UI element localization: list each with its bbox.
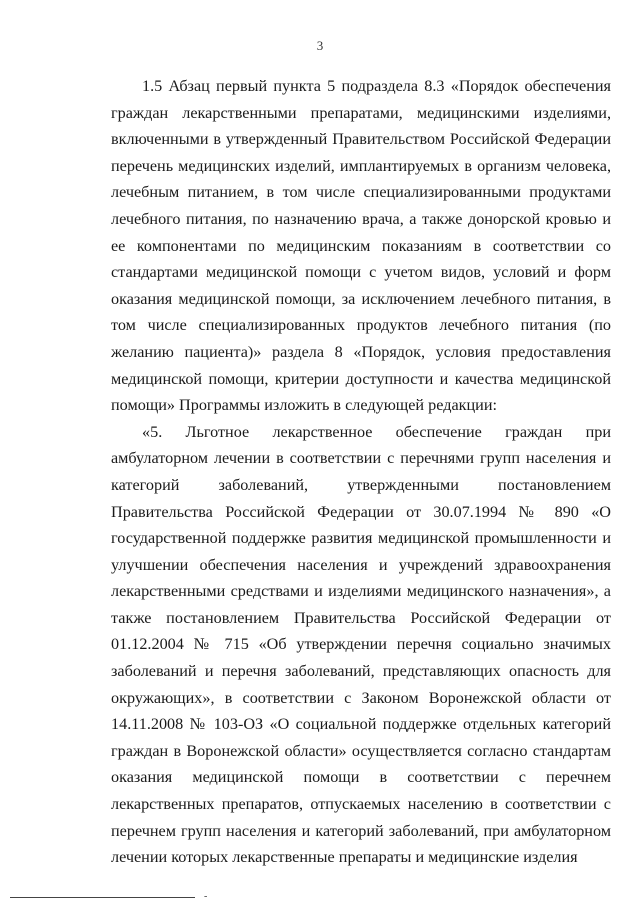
page-number: 3: [316, 38, 324, 53]
footer-mark: -: [204, 891, 208, 902]
paragraph-item-5-new-text: «5. Льготное лекарственное обеспечение граждан при амбулаторном лечении в соответствии с перечнями групп населения и категорий заболеваний, утвержденными постановлением Правительства Российской Федерации от 30.07.1994 № 890 «О государственной поддержке развития медицинской промышленности и улучшении обеспечения населения и учреждений здравоохранения лекарственными средствами и изделиями медицинского назначения», а также постановлением Правительства Российской Федерации от 01.12.2004 № 715 «Об утверждении перечня социально значимых заболеваний и перечня заболеваний, представляющих опасность для окружающих», в соответствии с Законом Воронежской области от 14.11.2008 № 103-ОЗ «О социальной поддержке отдельных категорий граждан в Воронежской области» осуществляется согласно стандартам оказания медицинской помощи в соответствии с перечнем лекарственных препаратов, отпускаемых населению в соответствии с перечнем групп населения и категорий заболеваний, при амбулаторном лечении которых лекарственные препараты и медицинские изделия: [111, 422, 611, 867]
footer-divider: [10, 897, 195, 898]
paragraph-amendment-1-5: 1.5 Абзац первый пункта 5 подраздела 8.3 «Порядок обеспечения граждан лекарственными препаратами, медицинскими изделиями, включенными в утвержденный Правительством Российской Федерации перечень медицинских изделий, имплантируемых в организм человека, лечебным питанием, в том числе специализированными продуктами лечебного питания, по назначению врача, а также донорской кровью и ее компонентами по медицинским показаниям в соответствии со стандартами медицинской помощи с учетом видов, условий и форм оказания медицинской помощи, за исключением лечебного питания, в том числе специализированных продуктов лечебного питания (по желанию пациента)» раздела 8 «Порядок, условия предоставления медицинской помощи, критерии доступности и качества медицинской помощи» Программы изложить в следующей редакции:: [111, 77, 611, 415]
document-body: [111, 73, 611, 871]
